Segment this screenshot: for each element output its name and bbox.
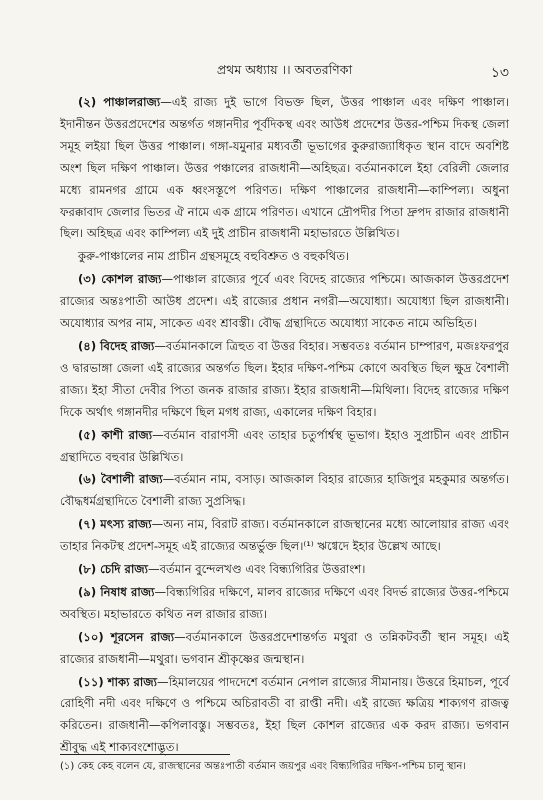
paragraph-videha — [60, 336, 509, 424]
paragraph-heading: (১১) শাক্য রাজ্য — [78, 674, 158, 689]
paragraph-heading: (৫) কাশী রাজ্য — [78, 427, 153, 442]
paragraph-koshala — [60, 269, 509, 335]
running-head: প্রথম অধ্যায় ।। অবতরণিকা — [216, 62, 353, 77]
paragraph-text: —বর্তমানকালে উত্তরপ্রদেশান্তর্গত মথুরা ও তন্নিকটবর্তী স্থান সমূহ। এই রাজ্যের রাজধানী—মথুরা। ভগবান শ্রীকৃষ্ণের জন্মস্থান। — [60, 629, 509, 666]
paragraph-text: —হিমালয়ের পাদদেশে বর্তমান নেপাল রাজ্যের সীমানায়। উত্তরে হিমাচল, পূর্বে রোহিণী নদী এবং দক্ষিণে ও পশ্চিমে অচিরাবতী বা রাপ্তী নদী। এই রাজ্যে ক্ষত্রিয় শাক্যগণ রাজত্ব করিতেন। রাজধানী—কপিলাবস্তু। সম্ভবতঃ, ইহা ছিল কোশল রাজ্যের এক করদ রাজ্য। ভগবান শ্রীবুদ্ধ এই শাক্যবংশোদ্ভূত। — [60, 674, 509, 755]
paragraph-heading: (২) পাঞ্চালরাজ্য — [78, 95, 161, 109]
paragraph-heading: (৪) বিদেহ রাজ্য — [78, 338, 155, 353]
paragraph-kuru-panchala — [60, 246, 509, 268]
body-text — [60, 92, 509, 760]
paragraph-heading: (৮) চেদি রাজ্য — [78, 562, 149, 577]
paragraph-text: —বিন্ধ্যগিরির দক্ষিণে, মালব রাজ্যের দক্ষিণে এবং বিদর্ভ রাজ্যের উত্তর-পশ্চিমে অবস্থিত। মহাভারতে কথিত নল রাজার রাজ্য। — [60, 584, 509, 621]
paragraph-text: —পাঞ্চাল রাজ্যের পূর্বে এবং বিদেহ রাজ্যের পশ্চিমে। আজকাল উত্তরপ্রদেশ রাজ্যের অন্তঃপাতী আউধ প্রদেশ। এই রাজ্যের প্রধান নগরী—অযোধ্যা। অযোধ্যা ছিল রাজধানী। অযোধ্যার অপর নাম, সাকেত এবং শ্রাবস্তী। বৌদ্ধ গ্রন্থাদিতে অযোধ্যা সাকেত নামে অভিহিত। — [60, 272, 510, 331]
footnote: (১) কেহ কেহ বলেন যে, রাজস্থানের অন্তঃপাতী বর্তমান জয়পুর এবং বিন্ধ্যগিরির দক্ষিণ-পশ্চিম চালু স্থান। — [60, 761, 466, 772]
page-number: ১৩ — [490, 65, 509, 81]
paragraph-vaishali — [60, 469, 509, 513]
paragraph-text: —বর্তমান বারাণসী এবং তাহার চতুর্পার্শ্বস্থ ভূভাগ। ইহাও সুপ্রাচীন এবং প্রাচীন গ্রন্থাদিতে বহুবার উল্লিখিত। — [60, 427, 509, 464]
paragraph-text: —এই রাজ্য দুই ভাগে বিভক্ত ছিল, উত্তর পাঞ্চাল এবং দক্ষিণ পাঞ্চাল। ইদানীন্তন উত্তরপ্রদেশের অন্তর্গত গঙ্গানদীর পূর্বদিকস্থ এবং আউধ প্রদেশের উত্তর-পশ্চিম দিকস্থ জেলা সমূহ লইয়া ছিল উত্তর পাঞ্চাল। গঙ্গা-যমুনার মধ্যবর্তী ভূভাগের কুরুরাজ্যাধিকৃত স্থান বাদে অবশিষ্ট অংশ ছিল দক্ষিণ পাঞ্চাল। উত্তর পঞ্চালের রাজধানী—অহিছত্র। বর্তমানকালে ইহা বেরিলী জেলার মধ্যে রামনগর গ্রামে এক ধ্বংসস্তূপে পরিণত। দক্ষিণ পাঞ্চালের রাজধানী—কাম্পিল্য। অধুনা ফরক্কাবাদ জেলার ভিতর ঐ নামে এক গ্রামে পরিণত। এখানে দ্রৌপদীর পিতা দ্রুপদ রাজার রাজধানী ছিল। অহিছত্র এবং কাম্পিল্য এই দুই প্রাচীন রাজধানী মহাভারতে উল্লিখিত। — [60, 95, 510, 241]
paragraph-nishadha — [60, 582, 509, 626]
paragraph-text: —বর্তমান নাম, বসাড়। আজকাল বিহার রাজ্যের হাজিপুর মহকুমার অন্তর্গত। বৌদ্ধধর্মগ্রন্থাদিতে বৈশালী রাজ্য সুপ্রসিদ্ধ। — [60, 472, 509, 509]
paragraph-shurasena — [60, 627, 509, 671]
footnote-divider — [60, 754, 230, 755]
paragraph-chedi — [60, 559, 509, 581]
paragraph-shakya — [60, 672, 509, 760]
paragraph-kashi — [60, 425, 509, 469]
page-header — [60, 62, 509, 80]
paragraph-heading: (৭) মৎস্য রাজ্য — [78, 517, 152, 532]
paragraph-text: —বর্তমান বুন্দেলখণ্ড এবং বিন্ধ্যগিরির উত্তরাংশ। — [148, 562, 366, 577]
paragraph-panchala — [60, 92, 509, 245]
paragraph-heading: (৩) কোশল রাজ্য — [78, 272, 162, 287]
paragraph-text: —অন্য নাম, বিরাট রাজ্য। বর্তমানকালে রাজস্থানের মধ্যে আলোয়ার রাজ্য এবং তাহার নিকটস্থ প্রদেশ-সমূহ এই রাজ্যের অন্তর্ভুক্ত ছিল।⁽¹⁾ ঋগ্বেদে ইহার উল্লেখ আছে। — [60, 517, 509, 554]
paragraph-text: কুরু-পাঞ্চালের নাম প্রাচীন গ্রন্থসমূহে বহুবিশ্রুত ও বহুকথিত। — [78, 249, 350, 264]
paragraph-heading: (৬) বৈশালী রাজ্য — [78, 472, 163, 487]
paragraph-text: —বর্তমানকালে ত্রিহুত বা উত্তর বিহার। সম্ভবতঃ বর্তমান চাম্পারণ, মজঃফরপুর ও দ্বারভাঙ্গা জেলা এই রাজ্যের অন্তর্গত ছিল। ইহার দক্ষিণ-পশ্চিম কোণে অবস্থিত ছিল ক্ষুদ্র বৈশালী রাজ্য। ইহা সীতা দেবীর পিতা জনক রাজার রাজ্য। ইহার রাজধানী—মিথিলা। বিদেহ রাজ্যের দক্ষিণ দিকে অর্থাৎ গঙ্গানদীর দক্ষিণে ছিল মগধ রাজ্য, একালের দক্ষিণ বিহার। — [60, 338, 509, 419]
paragraph-heading: (১০) শূরসেন রাজ্য — [78, 629, 175, 644]
paragraph-heading: (৯) নিষাধ রাজ্য — [78, 584, 155, 599]
paragraph-matsya — [60, 514, 509, 558]
